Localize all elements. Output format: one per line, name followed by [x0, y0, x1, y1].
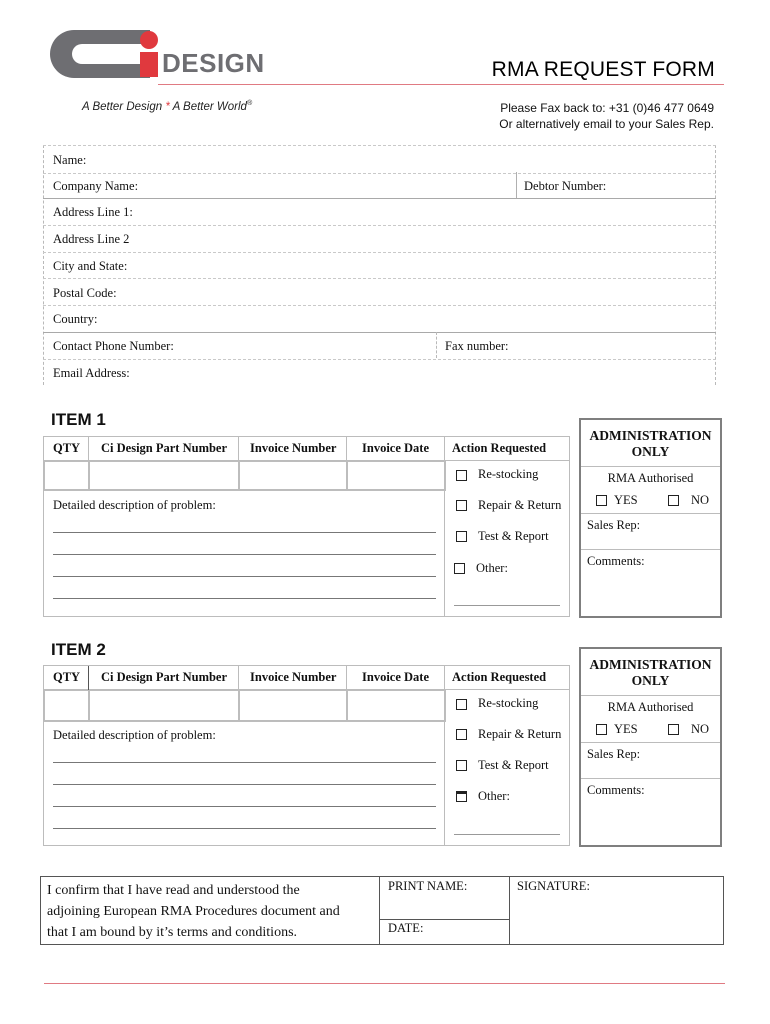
- item1-action-header: Action Requested: [452, 441, 547, 455]
- item2-yes-checkbox[interactable]: [596, 724, 607, 735]
- confirm-divider: [509, 877, 510, 944]
- item2-part-input[interactable]: [88, 690, 240, 722]
- fax-number-label: Fax number:: [445, 338, 509, 353]
- name-field[interactable]: [43, 145, 716, 174]
- item2-admin-title-1: ADMINISTRATION: [589, 657, 712, 672]
- item2-yes-label: YES: [614, 722, 638, 736]
- item1-yes-checkbox[interactable]: [596, 495, 607, 506]
- signature-field[interactable]: [517, 879, 717, 941]
- item2-invoice-number-header: Invoice Number: [250, 670, 337, 684]
- item2-admin-title-2: ONLY: [631, 673, 670, 688]
- item1-sales-rep-label: Sales Rep:: [587, 518, 641, 532]
- city-field[interactable]: [43, 252, 716, 280]
- item1-description-line[interactable]: [53, 598, 436, 599]
- item2-other-input[interactable]: [454, 834, 560, 835]
- item1-row-divider: [44, 489, 444, 490]
- phone-field[interactable]: [43, 332, 716, 360]
- item1-invoice-number-header: Invoice Number: [250, 441, 337, 455]
- item2-invoice-number-input[interactable]: [238, 690, 348, 722]
- item2-description-line[interactable]: [53, 806, 436, 807]
- item1-invoice-date-header: Invoice Date: [362, 441, 429, 455]
- item1-table: [43, 436, 570, 617]
- phone-label: Contact Phone Number:: [53, 338, 174, 353]
- item2-row-divider: [44, 720, 444, 721]
- item2-admin-box: [579, 647, 722, 847]
- item2-repair-label: Repair & Return: [478, 727, 562, 741]
- item2-admin-sep: [581, 742, 720, 743]
- item2-table: [43, 665, 570, 846]
- company-label: Company Name:: [53, 178, 139, 193]
- item2-invoice-date-input[interactable]: [346, 690, 446, 722]
- item2-admin-sep: [581, 695, 720, 696]
- item2-sales-rep-label: Sales Rep:: [587, 747, 641, 761]
- item2-other-label: Other:: [478, 789, 510, 803]
- item1-test-checkbox[interactable]: [456, 531, 467, 542]
- item1-restocking-label: Re-stocking: [478, 467, 539, 481]
- confirmation-line-1: I confirm that I have read and understood the: [47, 883, 300, 898]
- item1-title: ITEM 1: [51, 410, 106, 429]
- item2-invoice-date-header: Invoice Date: [362, 670, 429, 684]
- item1-admin-sep: [581, 513, 720, 514]
- logo-i-stem: [140, 52, 158, 77]
- phone-divider: [436, 332, 437, 358]
- item1-repair-label: Repair & Return: [478, 498, 562, 512]
- postal-field[interactable]: [43, 279, 716, 307]
- item2-description-label: Detailed description of problem:: [53, 728, 216, 742]
- item1-qty-header: QTY: [53, 441, 81, 455]
- signature-label: SIGNATURE:: [517, 879, 590, 893]
- item1-repair-checkbox[interactable]: [456, 500, 467, 511]
- item2-qty-header: QTY: [53, 670, 81, 684]
- confirmation-line-3: that I am bound by it’s terms and conditions.: [47, 925, 298, 940]
- tagline-reg: ®: [246, 100, 253, 107]
- item1-qty-input[interactable]: [44, 461, 90, 491]
- item1-invoice-date-input[interactable]: [346, 461, 446, 491]
- item2-description-line[interactable]: [53, 828, 436, 829]
- company-divider: [516, 172, 517, 198]
- fax-line-2: Or alternatively email to your Sales Rep.: [499, 117, 714, 131]
- city-label: City and State:: [53, 258, 128, 273]
- item2-no-label: NO: [691, 722, 710, 736]
- item1-no-checkbox[interactable]: [668, 495, 679, 506]
- item2-part-header: Ci Design Part Number: [101, 670, 228, 684]
- item1-description-line[interactable]: [53, 532, 436, 533]
- item1-other-checkbox[interactable]: [454, 563, 465, 574]
- item1-part-input[interactable]: [88, 461, 240, 491]
- item1-restocking-checkbox[interactable]: [456, 470, 467, 481]
- name-label: Name:: [53, 153, 87, 167]
- item2-other-checkbox[interactable]: [456, 791, 467, 802]
- confirm-divider: [379, 877, 380, 944]
- address2-field[interactable]: [43, 225, 716, 253]
- item1-admin-title: [581, 428, 720, 460]
- company-logo: [0, 0, 300, 90]
- tagline: [82, 100, 252, 113]
- item2-rma-authorised: RMA Authorised: [607, 700, 694, 714]
- print-name-field[interactable]: [388, 879, 506, 917]
- item1-invoice-number-input[interactable]: [238, 461, 348, 491]
- debtor-label: Debtor Number:: [524, 178, 607, 193]
- fax-instructions: [499, 100, 714, 132]
- item1-description-label: Detailed description of problem:: [53, 498, 216, 512]
- item1-comments-label: Comments:: [587, 554, 645, 568]
- item1-admin-title-1: ADMINISTRATION: [589, 428, 712, 443]
- print-name-label: PRINT NAME:: [388, 879, 468, 893]
- date-label: DATE:: [388, 921, 424, 935]
- item2-qty-input[interactable]: [44, 690, 90, 722]
- email-label: Email Address:: [53, 365, 130, 380]
- item1-other-input[interactable]: [454, 605, 560, 606]
- logo-text: DESIGN: [162, 48, 265, 78]
- tagline-star: *: [165, 100, 170, 113]
- item1-test-label: Test & Report: [478, 529, 549, 543]
- item2-title: ITEM 2: [51, 640, 106, 659]
- item2-action-header: Action Requested: [452, 670, 547, 684]
- item1-admin-title-2: ONLY: [631, 444, 670, 459]
- logo-dot: [140, 31, 158, 49]
- item2-description-line[interactable]: [53, 784, 436, 785]
- address1-field[interactable]: [43, 198, 716, 226]
- address2-label: Address Line 2: [53, 232, 130, 247]
- header-divider: [158, 84, 724, 85]
- confirmation-line-2: adjoining European RMA Procedures document and: [47, 904, 340, 919]
- postal-label: Postal Code:: [53, 285, 117, 300]
- fax-line-1: Please Fax back to: +31 (0)46 477 0649: [500, 101, 714, 115]
- confirmation-text: [47, 880, 340, 943]
- item2-header-row: [44, 666, 569, 690]
- item1-description-line[interactable]: [53, 554, 436, 555]
- item1-admin-sep: [581, 549, 720, 550]
- item1-rma-authorised: RMA Authorised: [607, 471, 694, 485]
- item2-comments-label: Comments:: [587, 783, 645, 797]
- logo-swoosh-inner: [72, 44, 150, 64]
- email-field[interactable]: [43, 359, 716, 386]
- item1-admin-sep: [581, 466, 720, 467]
- item1-yes-label: YES: [614, 493, 638, 507]
- item2-no-checkbox[interactable]: [668, 724, 679, 735]
- country-field[interactable]: [43, 305, 716, 333]
- item1-other-label: Other:: [476, 561, 508, 575]
- item1-no-label: NO: [691, 493, 710, 507]
- address1-label: Address Line 1:: [53, 205, 133, 220]
- item1-description-line[interactable]: [53, 576, 436, 577]
- item2-admin-sep: [581, 778, 720, 779]
- item2-repair-checkbox[interactable]: [456, 729, 467, 740]
- confirmation-block: [40, 876, 724, 945]
- tagline-part1: A Better Design: [82, 100, 163, 113]
- item1-admin-box: [579, 418, 722, 618]
- company-field[interactable]: [43, 172, 716, 200]
- item2-restocking-label: Re-stocking: [478, 696, 539, 710]
- item2-restocking-checkbox[interactable]: [456, 699, 467, 710]
- page-title: RMA REQUEST FORM: [491, 58, 715, 81]
- date-field[interactable]: [388, 921, 506, 943]
- customer-details: [43, 145, 716, 385]
- confirm-divider: [379, 919, 509, 920]
- item1-header-row: [44, 437, 569, 461]
- footer-divider: [44, 983, 725, 984]
- item1-part-header: Ci Design Part Number: [101, 441, 228, 455]
- item2-admin-title: [581, 657, 720, 689]
- item2-test-label: Test & Report: [478, 758, 549, 772]
- tagline-part2: A Better World: [172, 100, 247, 113]
- country-label: Country:: [53, 312, 98, 327]
- item2-test-checkbox[interactable]: [456, 760, 467, 771]
- item2-description-line[interactable]: [53, 762, 436, 763]
